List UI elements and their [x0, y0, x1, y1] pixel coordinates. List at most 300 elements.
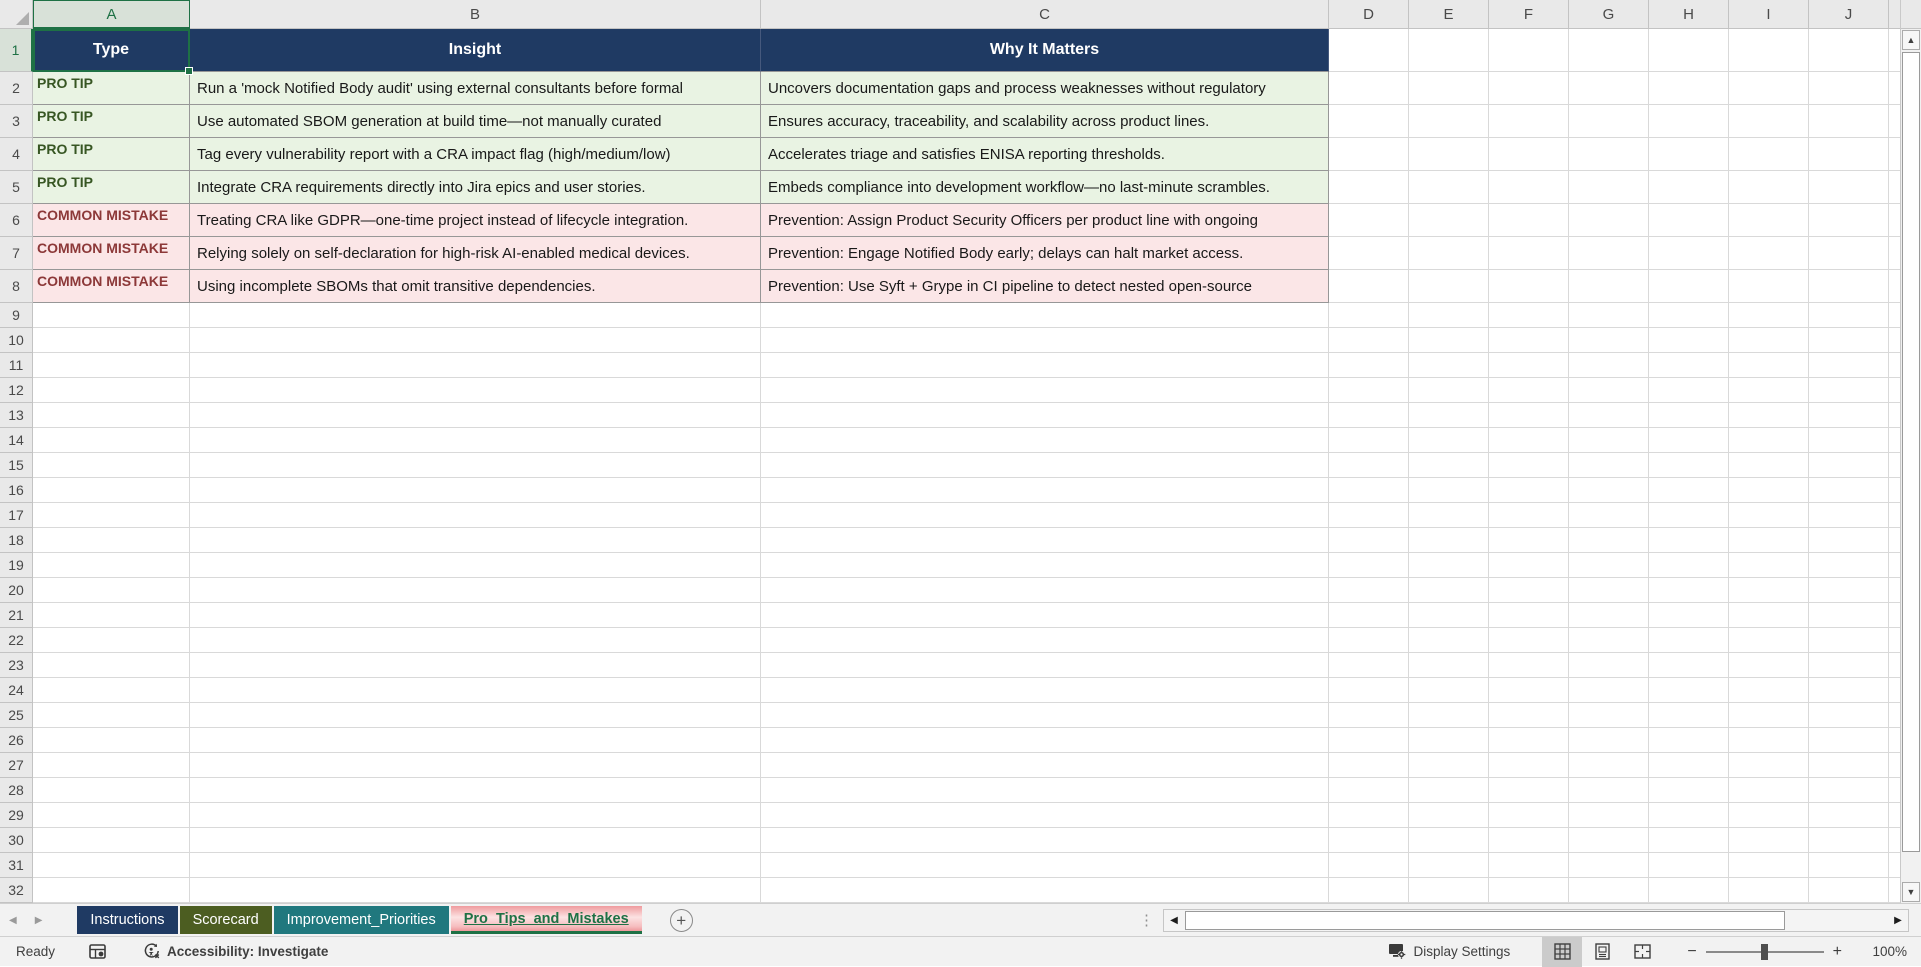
cell-G10[interactable] [1569, 328, 1649, 353]
cell-H1[interactable] [1649, 29, 1729, 72]
cell-E12[interactable] [1409, 378, 1489, 403]
scroll-up-icon[interactable]: ▲ [1902, 30, 1920, 50]
fill-handle[interactable] [185, 67, 193, 75]
cell-D24[interactable] [1329, 678, 1409, 703]
select-all-button[interactable] [0, 0, 33, 29]
row-header-11[interactable]: 11 [0, 353, 33, 378]
cell-H3[interactable] [1649, 105, 1729, 138]
cell-B5[interactable]: Integrate CRA requirements directly into Jira epics and user stories. [190, 171, 761, 204]
cell-J27[interactable] [1809, 753, 1889, 778]
cell-E26[interactable] [1409, 728, 1489, 753]
cell-E21[interactable] [1409, 603, 1489, 628]
row-header-13[interactable]: 13 [0, 403, 33, 428]
cell-H18[interactable] [1649, 528, 1729, 553]
cell-B21[interactable] [190, 603, 761, 628]
col-header-D[interactable]: D [1329, 0, 1409, 29]
cell-F5[interactable] [1489, 171, 1569, 204]
cell-C8[interactable]: Prevention: Use Syft + Grype in CI pipeline to detect nested open-source [761, 270, 1329, 303]
cell-I21[interactable] [1729, 603, 1809, 628]
row-header-9[interactable]: 9 [0, 303, 33, 328]
cell-A16[interactable] [33, 478, 190, 503]
cell-E8[interactable] [1409, 270, 1489, 303]
cell-E23[interactable] [1409, 653, 1489, 678]
cell-I24[interactable] [1729, 678, 1809, 703]
row-header-32[interactable]: 32 [0, 878, 33, 903]
cell-F15[interactable] [1489, 453, 1569, 478]
col-header-I[interactable]: I [1729, 0, 1809, 29]
cell-H17[interactable] [1649, 503, 1729, 528]
cell-C16[interactable] [761, 478, 1329, 503]
cell-H31[interactable] [1649, 853, 1729, 878]
cell-F10[interactable] [1489, 328, 1569, 353]
cell-F4[interactable] [1489, 138, 1569, 171]
cell-B29[interactable] [190, 803, 761, 828]
cell-F2[interactable] [1489, 72, 1569, 105]
cell-E4[interactable] [1409, 138, 1489, 171]
cell-E20[interactable] [1409, 578, 1489, 603]
normal-view-button[interactable] [1542, 937, 1582, 967]
row-header-5[interactable]: 5 [0, 171, 33, 204]
cell-H14[interactable] [1649, 428, 1729, 453]
cell-I25[interactable] [1729, 703, 1809, 728]
cell-C26[interactable] [761, 728, 1329, 753]
cell-H28[interactable] [1649, 778, 1729, 803]
cell-H16[interactable] [1649, 478, 1729, 503]
cell-I31[interactable] [1729, 853, 1809, 878]
row-header-22[interactable]: 22 [0, 628, 33, 653]
cell-B16[interactable] [190, 478, 761, 503]
cell-H30[interactable] [1649, 828, 1729, 853]
cell-G20[interactable] [1569, 578, 1649, 603]
cell-F23[interactable] [1489, 653, 1569, 678]
cell-A29[interactable] [33, 803, 190, 828]
page-break-preview-button[interactable] [1622, 937, 1662, 967]
cell-G5[interactable] [1569, 171, 1649, 204]
cell-I27[interactable] [1729, 753, 1809, 778]
col-header-F[interactable]: F [1489, 0, 1569, 29]
cell-D10[interactable] [1329, 328, 1409, 353]
cell-F31[interactable] [1489, 853, 1569, 878]
cell-J29[interactable] [1809, 803, 1889, 828]
cell-C20[interactable] [761, 578, 1329, 603]
cell-G8[interactable] [1569, 270, 1649, 303]
cell-I9[interactable] [1729, 303, 1809, 328]
cell-H27[interactable] [1649, 753, 1729, 778]
cell-H7[interactable] [1649, 237, 1729, 270]
cell-G29[interactable] [1569, 803, 1649, 828]
cell-C7[interactable]: Prevention: Engage Notified Body early; delays can halt market access. [761, 237, 1329, 270]
cell-D3[interactable] [1329, 105, 1409, 138]
zoom-slider-thumb[interactable] [1761, 944, 1768, 960]
cell-I8[interactable] [1729, 270, 1809, 303]
cell-A13[interactable] [33, 403, 190, 428]
cell-D25[interactable] [1329, 703, 1409, 728]
cell-C5[interactable]: Embeds compliance into development workflow—no last-minute scrambles. [761, 171, 1329, 204]
row-header-18[interactable]: 18 [0, 528, 33, 553]
cell-H29[interactable] [1649, 803, 1729, 828]
cell-G27[interactable] [1569, 753, 1649, 778]
cell-F13[interactable] [1489, 403, 1569, 428]
cell-C12[interactable] [761, 378, 1329, 403]
cell-I5[interactable] [1729, 171, 1809, 204]
row-header-16[interactable]: 16 [0, 478, 33, 503]
cell-J23[interactable] [1809, 653, 1889, 678]
cell-B32[interactable] [190, 878, 761, 903]
cell-G22[interactable] [1569, 628, 1649, 653]
sheet-tab-scorecard[interactable]: Scorecard [180, 906, 272, 934]
cell-I23[interactable] [1729, 653, 1809, 678]
cell-D15[interactable] [1329, 453, 1409, 478]
cell-I15[interactable] [1729, 453, 1809, 478]
add-sheet-button[interactable]: + [670, 909, 693, 932]
cell-A26[interactable] [33, 728, 190, 753]
cell-I2[interactable] [1729, 72, 1809, 105]
cell-B28[interactable] [190, 778, 761, 803]
cell-B30[interactable] [190, 828, 761, 853]
cell-D23[interactable] [1329, 653, 1409, 678]
cell-A25[interactable] [33, 703, 190, 728]
row-header-15[interactable]: 15 [0, 453, 33, 478]
col-header-E[interactable]: E [1409, 0, 1489, 29]
cell-J10[interactable] [1809, 328, 1889, 353]
cell-A30[interactable] [33, 828, 190, 853]
cell-G9[interactable] [1569, 303, 1649, 328]
cell-A1-selected[interactable]: Type [33, 29, 190, 72]
cell-H22[interactable] [1649, 628, 1729, 653]
cell-E28[interactable] [1409, 778, 1489, 803]
cell-E18[interactable] [1409, 528, 1489, 553]
vertical-scrollbar[interactable] [1900, 0, 1921, 903]
cell-F22[interactable] [1489, 628, 1569, 653]
cell-D28[interactable] [1329, 778, 1409, 803]
cell-G12[interactable] [1569, 378, 1649, 403]
cell-C1[interactable]: Why It Matters [761, 29, 1329, 72]
cell-D2[interactable] [1329, 72, 1409, 105]
cell-B6[interactable]: Treating CRA like GDPR—one-time project instead of lifecycle integration. [190, 204, 761, 237]
cell-I7[interactable] [1729, 237, 1809, 270]
cell-D22[interactable] [1329, 628, 1409, 653]
cell-D7[interactable] [1329, 237, 1409, 270]
cell-F24[interactable] [1489, 678, 1569, 703]
cell-A23[interactable] [33, 653, 190, 678]
cell-B14[interactable] [190, 428, 761, 453]
cell-F29[interactable] [1489, 803, 1569, 828]
cell-B26[interactable] [190, 728, 761, 753]
cell-D6[interactable] [1329, 204, 1409, 237]
row-header-2[interactable]: 2 [0, 72, 33, 105]
cell-B2[interactable]: Run a 'mock Notified Body audit' using external consultants before formal [190, 72, 761, 105]
cell-B1[interactable]: Insight [190, 29, 761, 72]
cell-C25[interactable] [761, 703, 1329, 728]
scroll-right-icon[interactable]: ▶ [1894, 914, 1902, 926]
cell-I3[interactable] [1729, 105, 1809, 138]
cell-H11[interactable] [1649, 353, 1729, 378]
cell-B8[interactable]: Using incomplete SBOMs that omit transitive dependencies. [190, 270, 761, 303]
row-header-24[interactable]: 24 [0, 678, 33, 703]
cell-I32[interactable] [1729, 878, 1809, 903]
cell-J20[interactable] [1809, 578, 1889, 603]
cell-A22[interactable] [33, 628, 190, 653]
cell-A19[interactable] [33, 553, 190, 578]
cell-I17[interactable] [1729, 503, 1809, 528]
cell-E2[interactable] [1409, 72, 1489, 105]
cell-G23[interactable] [1569, 653, 1649, 678]
cell-D17[interactable] [1329, 503, 1409, 528]
row-header-17[interactable]: 17 [0, 503, 33, 528]
cell-G24[interactable] [1569, 678, 1649, 703]
cell-F8[interactable] [1489, 270, 1569, 303]
cell-J12[interactable] [1809, 378, 1889, 403]
cell-E13[interactable] [1409, 403, 1489, 428]
cell-F3[interactable] [1489, 105, 1569, 138]
cell-J11[interactable] [1809, 353, 1889, 378]
cell-D5[interactable] [1329, 171, 1409, 204]
cell-F16[interactable] [1489, 478, 1569, 503]
cell-A17[interactable] [33, 503, 190, 528]
row-header-31[interactable]: 31 [0, 853, 33, 878]
cell-H20[interactable] [1649, 578, 1729, 603]
cell-F30[interactable] [1489, 828, 1569, 853]
cell-G14[interactable] [1569, 428, 1649, 453]
page-layout-view-button[interactable] [1582, 937, 1622, 967]
cell-H21[interactable] [1649, 603, 1729, 628]
cell-D27[interactable] [1329, 753, 1409, 778]
cell-G4[interactable] [1569, 138, 1649, 171]
cell-H25[interactable] [1649, 703, 1729, 728]
cell-D26[interactable] [1329, 728, 1409, 753]
cell-J14[interactable] [1809, 428, 1889, 453]
cell-A27[interactable] [33, 753, 190, 778]
cell-C24[interactable] [761, 678, 1329, 703]
cell-D9[interactable] [1329, 303, 1409, 328]
cell-D18[interactable] [1329, 528, 1409, 553]
cell-C21[interactable] [761, 603, 1329, 628]
cell-E24[interactable] [1409, 678, 1489, 703]
cell-G16[interactable] [1569, 478, 1649, 503]
cell-F6[interactable] [1489, 204, 1569, 237]
cell-H4[interactable] [1649, 138, 1729, 171]
display-settings-button[interactable] [1378, 937, 1521, 967]
cell-C31[interactable] [761, 853, 1329, 878]
cell-A3[interactable]: PRO TIP [33, 105, 190, 138]
cell-J5[interactable] [1809, 171, 1889, 204]
cell-I14[interactable] [1729, 428, 1809, 453]
scroll-left-icon[interactable]: ◀ [1170, 914, 1178, 926]
cell-G7[interactable] [1569, 237, 1649, 270]
cell-J17[interactable] [1809, 503, 1889, 528]
col-header-G[interactable]: G [1569, 0, 1649, 29]
macro-record-icon[interactable] [89, 943, 106, 960]
cell-I26[interactable] [1729, 728, 1809, 753]
cell-F21[interactable] [1489, 603, 1569, 628]
cell-D29[interactable] [1329, 803, 1409, 828]
cell-G1[interactable] [1569, 29, 1649, 72]
cell-J32[interactable] [1809, 878, 1889, 903]
cell-A21[interactable] [33, 603, 190, 628]
cell-C32[interactable] [761, 878, 1329, 903]
cell-F9[interactable] [1489, 303, 1569, 328]
cell-G26[interactable] [1569, 728, 1649, 753]
cell-G28[interactable] [1569, 778, 1649, 803]
cell-H26[interactable] [1649, 728, 1729, 753]
cell-E3[interactable] [1409, 105, 1489, 138]
cell-J9[interactable] [1809, 303, 1889, 328]
cell-D16[interactable] [1329, 478, 1409, 503]
cell-I13[interactable] [1729, 403, 1809, 428]
cell-A10[interactable] [33, 328, 190, 353]
cell-G25[interactable] [1569, 703, 1649, 728]
cell-I29[interactable] [1729, 803, 1809, 828]
cell-D1[interactable] [1329, 29, 1409, 72]
cell-B31[interactable] [190, 853, 761, 878]
cell-F19[interactable] [1489, 553, 1569, 578]
cell-B17[interactable] [190, 503, 761, 528]
cell-A32[interactable] [33, 878, 190, 903]
row-header-14[interactable]: 14 [0, 428, 33, 453]
cell-I10[interactable] [1729, 328, 1809, 353]
tab-nav-right-icon[interactable]: ▶ [34, 914, 43, 926]
cell-C9[interactable] [761, 303, 1329, 328]
cell-I20[interactable] [1729, 578, 1809, 603]
cell-F18[interactable] [1489, 528, 1569, 553]
cell-F25[interactable] [1489, 703, 1569, 728]
cell-F17[interactable] [1489, 503, 1569, 528]
cell-A24[interactable] [33, 678, 190, 703]
cell-C10[interactable] [761, 328, 1329, 353]
cell-I4[interactable] [1729, 138, 1809, 171]
cell-C22[interactable] [761, 628, 1329, 653]
cell-F1[interactable] [1489, 29, 1569, 72]
cell-A4[interactable]: PRO TIP [33, 138, 190, 171]
cell-G30[interactable] [1569, 828, 1649, 853]
cell-I19[interactable] [1729, 553, 1809, 578]
cell-A15[interactable] [33, 453, 190, 478]
cell-D12[interactable] [1329, 378, 1409, 403]
cell-B22[interactable] [190, 628, 761, 653]
col-header-J[interactable]: J [1809, 0, 1889, 29]
cell-F27[interactable] [1489, 753, 1569, 778]
cell-H10[interactable] [1649, 328, 1729, 353]
cell-J7[interactable] [1809, 237, 1889, 270]
cell-J26[interactable] [1809, 728, 1889, 753]
tab-splitter-dots-icon[interactable]: ⋮ [1139, 912, 1154, 929]
cell-A14[interactable] [33, 428, 190, 453]
cell-E11[interactable] [1409, 353, 1489, 378]
cell-D31[interactable] [1329, 853, 1409, 878]
cell-F11[interactable] [1489, 353, 1569, 378]
row-header-26[interactable]: 26 [0, 728, 33, 753]
row-header-28[interactable]: 28 [0, 778, 33, 803]
cell-E6[interactable] [1409, 204, 1489, 237]
cell-G6[interactable] [1569, 204, 1649, 237]
cell-A6[interactable]: COMMON MISTAKE [33, 204, 190, 237]
sheet-tab-improvement-priorities[interactable]: Improvement_Priorities [274, 906, 449, 934]
cell-E14[interactable] [1409, 428, 1489, 453]
cell-H23[interactable] [1649, 653, 1729, 678]
cell-C6[interactable]: Prevention: Assign Product Security Officers per product line with ongoing [761, 204, 1329, 237]
cell-F20[interactable] [1489, 578, 1569, 603]
cell-C2[interactable]: Uncovers documentation gaps and process weaknesses without regulatory [761, 72, 1329, 105]
cell-G21[interactable] [1569, 603, 1649, 628]
cell-C23[interactable] [761, 653, 1329, 678]
tab-nav-left-icon[interactable]: ◀ [9, 914, 17, 926]
cell-E30[interactable] [1409, 828, 1489, 853]
cell-B19[interactable] [190, 553, 761, 578]
row-header-23[interactable]: 23 [0, 653, 33, 678]
cell-D13[interactable] [1329, 403, 1409, 428]
row-header-20[interactable]: 20 [0, 578, 33, 603]
cell-I28[interactable] [1729, 778, 1809, 803]
cell-E9[interactable] [1409, 303, 1489, 328]
cell-I1[interactable] [1729, 29, 1809, 72]
cell-B18[interactable] [190, 528, 761, 553]
cell-H5[interactable] [1649, 171, 1729, 204]
cell-F28[interactable] [1489, 778, 1569, 803]
row-header-21[interactable]: 21 [0, 603, 33, 628]
cell-J15[interactable] [1809, 453, 1889, 478]
row-header-6[interactable]: 6 [0, 204, 33, 237]
cell-H15[interactable] [1649, 453, 1729, 478]
row-header-29[interactable]: 29 [0, 803, 33, 828]
cell-E7[interactable] [1409, 237, 1489, 270]
cell-C27[interactable] [761, 753, 1329, 778]
cell-F7[interactable] [1489, 237, 1569, 270]
cell-A2[interactable]: PRO TIP [33, 72, 190, 105]
horizontal-scrollbar-thumb[interactable] [1185, 911, 1785, 930]
cell-H6[interactable] [1649, 204, 1729, 237]
cell-E32[interactable] [1409, 878, 1489, 903]
cell-A5[interactable]: PRO TIP [33, 171, 190, 204]
row-header-12[interactable]: 12 [0, 378, 33, 403]
cell-D14[interactable] [1329, 428, 1409, 453]
vertical-scrollbar-track[interactable] [1901, 29, 1921, 903]
cell-J8[interactable] [1809, 270, 1889, 303]
zoom-out-icon[interactable]: − [1687, 942, 1697, 960]
cell-C11[interactable] [761, 353, 1329, 378]
cell-E31[interactable] [1409, 853, 1489, 878]
cell-G17[interactable] [1569, 503, 1649, 528]
cell-J4[interactable] [1809, 138, 1889, 171]
cell-C18[interactable] [761, 528, 1329, 553]
cell-C29[interactable] [761, 803, 1329, 828]
cell-E29[interactable] [1409, 803, 1489, 828]
cell-E15[interactable] [1409, 453, 1489, 478]
cell-B20[interactable] [190, 578, 761, 603]
row-header-30[interactable]: 30 [0, 828, 33, 853]
cell-D19[interactable] [1329, 553, 1409, 578]
row-header-19[interactable]: 19 [0, 553, 33, 578]
cell-D21[interactable] [1329, 603, 1409, 628]
row-header-10[interactable]: 10 [0, 328, 33, 353]
cell-J3[interactable] [1809, 105, 1889, 138]
col-header-C[interactable]: C [761, 0, 1329, 29]
row-header-27[interactable]: 27 [0, 753, 33, 778]
cell-C30[interactable] [761, 828, 1329, 853]
cell-I6[interactable] [1729, 204, 1809, 237]
cell-J16[interactable] [1809, 478, 1889, 503]
col-header-B[interactable]: B [190, 0, 761, 29]
row-header-1[interactable]: 1 [0, 29, 33, 72]
cell-A31[interactable] [33, 853, 190, 878]
cell-B25[interactable] [190, 703, 761, 728]
cell-E1[interactable] [1409, 29, 1489, 72]
cell-J25[interactable] [1809, 703, 1889, 728]
cell-G18[interactable] [1569, 528, 1649, 553]
cell-F12[interactable] [1489, 378, 1569, 403]
accessibility-status[interactable] [142, 943, 328, 960]
cell-D11[interactable] [1329, 353, 1409, 378]
cell-I16[interactable] [1729, 478, 1809, 503]
